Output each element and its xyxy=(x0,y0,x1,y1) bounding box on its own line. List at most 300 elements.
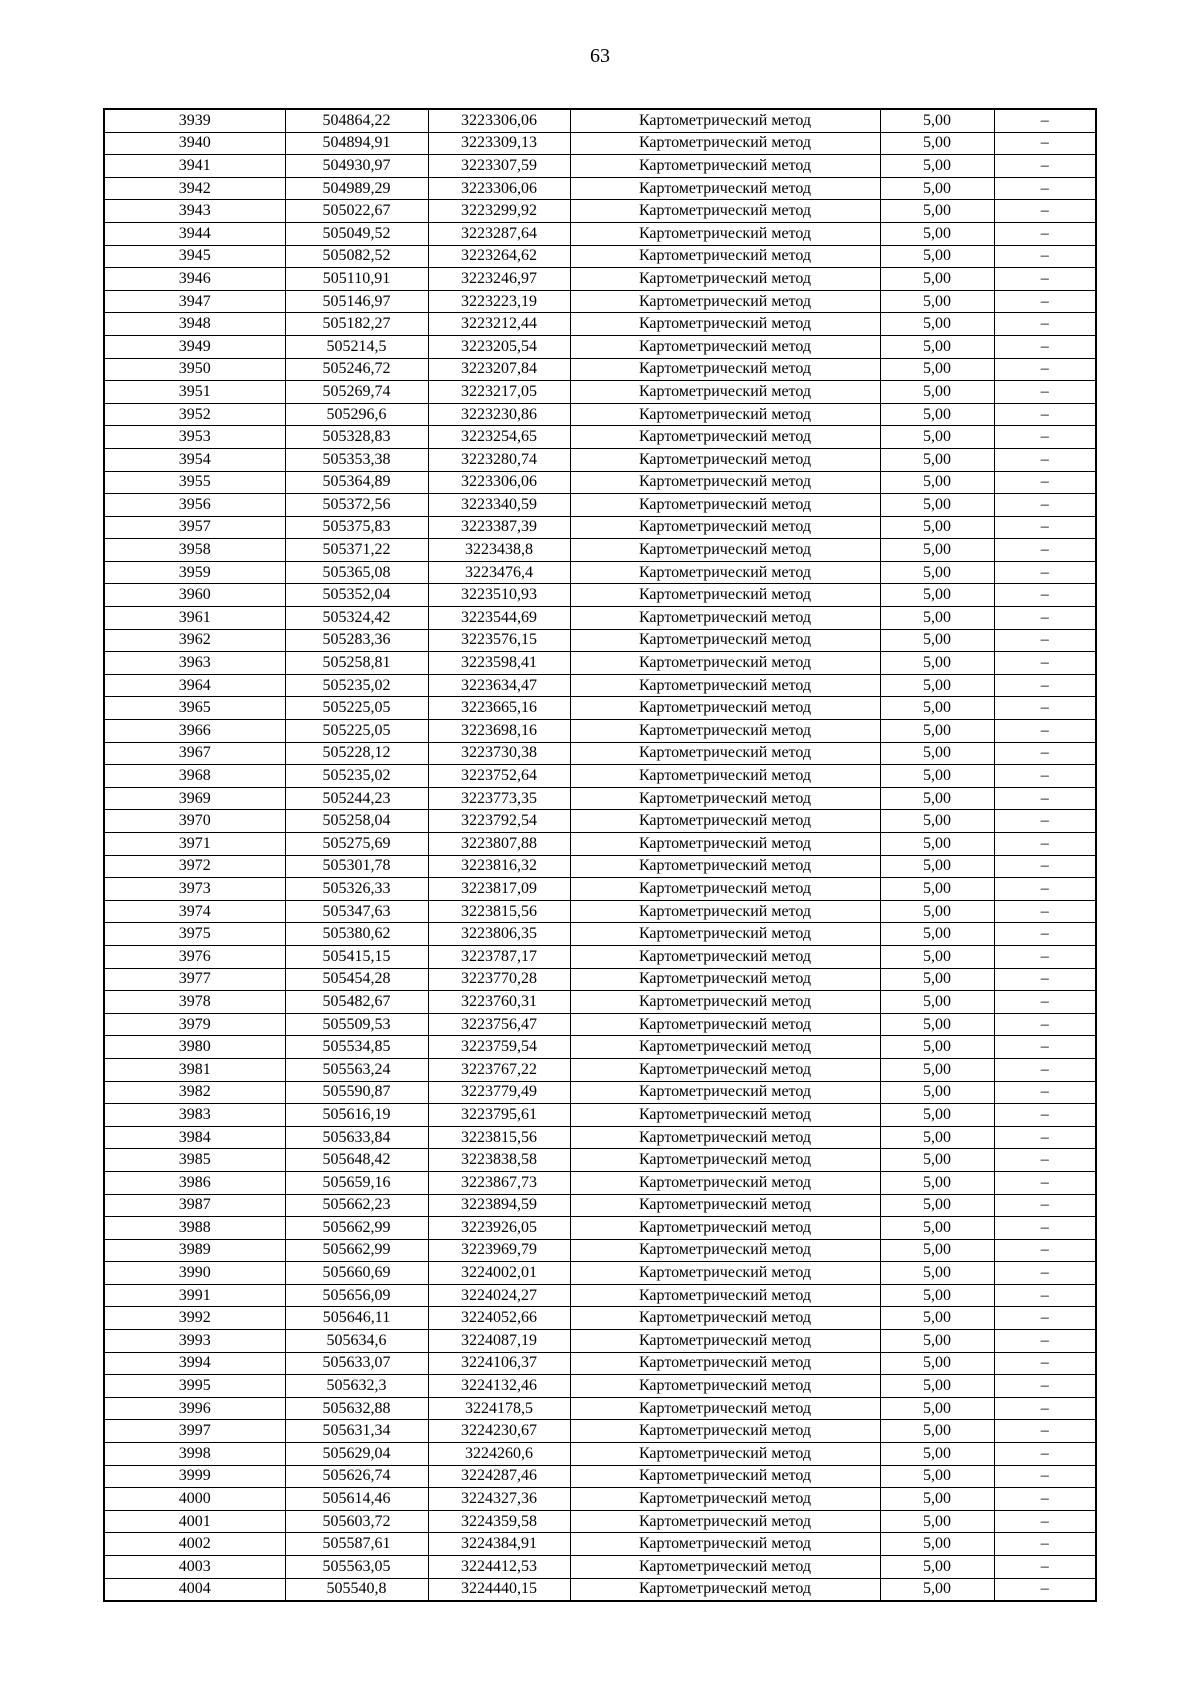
table-row xyxy=(104,1352,1096,1375)
point-number-cell: 3983 xyxy=(104,1104,285,1127)
y-coordinate-cell: 3223205,54 xyxy=(428,335,570,358)
description-cell: – xyxy=(994,1126,1096,1149)
accuracy-cell: 5,00 xyxy=(880,607,994,630)
point-number-cell: 3959 xyxy=(104,561,285,584)
description-cell: – xyxy=(994,855,1096,878)
accuracy-cell: 5,00 xyxy=(880,1262,994,1285)
method-cell: Картометрический метод xyxy=(570,516,880,539)
point-number-cell: 3969 xyxy=(104,787,285,810)
accuracy-cell: 5,00 xyxy=(880,697,994,720)
method-cell: Картометрический метод xyxy=(570,900,880,923)
accuracy-cell: 5,00 xyxy=(880,923,994,946)
y-coordinate-cell: 3223815,56 xyxy=(428,1126,570,1149)
description-cell: – xyxy=(994,471,1096,494)
point-number-cell: 3993 xyxy=(104,1330,285,1353)
description-cell: – xyxy=(994,674,1096,697)
y-coordinate-cell: 3223212,44 xyxy=(428,313,570,336)
accuracy-cell: 5,00 xyxy=(880,155,994,178)
x-coordinate-cell: 505365,08 xyxy=(285,561,428,584)
x-coordinate-cell: 505326,33 xyxy=(285,878,428,901)
table-row xyxy=(104,403,1096,426)
x-coordinate-cell: 505656,09 xyxy=(285,1284,428,1307)
method-cell: Картометрический метод xyxy=(570,1352,880,1375)
description-cell: – xyxy=(994,1058,1096,1081)
accuracy-cell: 5,00 xyxy=(880,109,994,132)
y-coordinate-cell: 3223806,35 xyxy=(428,923,570,946)
table-row xyxy=(104,1217,1096,1240)
accuracy-cell: 5,00 xyxy=(880,1036,994,1059)
x-coordinate-cell: 505283,36 xyxy=(285,629,428,652)
y-coordinate-cell: 3223309,13 xyxy=(428,132,570,155)
accuracy-cell: 5,00 xyxy=(880,1488,994,1511)
y-coordinate-cell: 3224412,53 xyxy=(428,1556,570,1579)
accuracy-cell: 5,00 xyxy=(880,945,994,968)
table-row xyxy=(104,787,1096,810)
point-number-cell: 3998 xyxy=(104,1443,285,1466)
x-coordinate-cell: 504989,29 xyxy=(285,177,428,200)
x-coordinate-cell: 505246,72 xyxy=(285,358,428,381)
x-coordinate-cell: 505587,61 xyxy=(285,1533,428,1556)
x-coordinate-cell: 505626,74 xyxy=(285,1465,428,1488)
description-cell: – xyxy=(994,607,1096,630)
table-row xyxy=(104,1171,1096,1194)
accuracy-cell: 5,00 xyxy=(880,1397,994,1420)
table-row xyxy=(104,132,1096,155)
table-row xyxy=(104,629,1096,652)
accuracy-cell: 5,00 xyxy=(880,222,994,245)
description-cell: – xyxy=(994,1443,1096,1466)
method-cell: Картометрический метод xyxy=(570,1397,880,1420)
x-coordinate-cell: 505634,6 xyxy=(285,1330,428,1353)
description-cell: – xyxy=(994,1149,1096,1172)
description-cell: – xyxy=(994,900,1096,923)
y-coordinate-cell: 3223770,28 xyxy=(428,968,570,991)
method-cell: Картометрический метод xyxy=(570,1578,880,1601)
x-coordinate-cell: 505347,63 xyxy=(285,900,428,923)
method-cell: Картометрический метод xyxy=(570,855,880,878)
table-row xyxy=(104,652,1096,675)
accuracy-cell: 5,00 xyxy=(880,381,994,404)
accuracy-cell: 5,00 xyxy=(880,1149,994,1172)
x-coordinate-cell: 505372,56 xyxy=(285,494,428,517)
accuracy-cell: 5,00 xyxy=(880,1126,994,1149)
accuracy-cell: 5,00 xyxy=(880,652,994,675)
accuracy-cell: 5,00 xyxy=(880,629,994,652)
point-number-cell: 3974 xyxy=(104,900,285,923)
x-coordinate-cell: 505662,99 xyxy=(285,1217,428,1240)
description-cell: – xyxy=(994,787,1096,810)
y-coordinate-cell: 3224052,66 xyxy=(428,1307,570,1330)
method-cell: Картометрический метод xyxy=(570,945,880,968)
point-number-cell: 3992 xyxy=(104,1307,285,1330)
y-coordinate-cell: 3223264,62 xyxy=(428,245,570,268)
x-coordinate-cell: 505364,89 xyxy=(285,471,428,494)
method-cell: Картометрический метод xyxy=(570,810,880,833)
point-number-cell: 3982 xyxy=(104,1081,285,1104)
x-coordinate-cell: 505659,16 xyxy=(285,1171,428,1194)
table-row xyxy=(104,200,1096,223)
x-coordinate-cell: 505563,05 xyxy=(285,1556,428,1579)
table-row xyxy=(104,1149,1096,1172)
y-coordinate-cell: 3224178,5 xyxy=(428,1397,570,1420)
y-coordinate-cell: 3223838,58 xyxy=(428,1149,570,1172)
accuracy-cell: 5,00 xyxy=(880,1284,994,1307)
coordinates-table-body xyxy=(104,109,1096,1601)
y-coordinate-cell: 3223476,4 xyxy=(428,561,570,584)
accuracy-cell: 5,00 xyxy=(880,1375,994,1398)
accuracy-cell: 5,00 xyxy=(880,1510,994,1533)
x-coordinate-cell: 505646,11 xyxy=(285,1307,428,1330)
table-row xyxy=(104,448,1096,471)
description-cell: – xyxy=(994,1488,1096,1511)
table-row xyxy=(104,155,1096,178)
method-cell: Картометрический метод xyxy=(570,313,880,336)
x-coordinate-cell: 505509,53 xyxy=(285,1013,428,1036)
point-number-cell: 3980 xyxy=(104,1036,285,1059)
accuracy-cell: 5,00 xyxy=(880,200,994,223)
y-coordinate-cell: 3223894,59 xyxy=(428,1194,570,1217)
method-cell: Картометрический метод xyxy=(570,155,880,178)
table-row xyxy=(104,833,1096,856)
x-coordinate-cell: 505235,02 xyxy=(285,765,428,788)
description-cell: – xyxy=(994,923,1096,946)
accuracy-cell: 5,00 xyxy=(880,584,994,607)
x-coordinate-cell: 505482,67 xyxy=(285,991,428,1014)
x-coordinate-cell: 505049,52 xyxy=(285,222,428,245)
description-cell: – xyxy=(994,1013,1096,1036)
point-number-cell: 3966 xyxy=(104,720,285,743)
x-coordinate-cell: 505633,84 xyxy=(285,1126,428,1149)
x-coordinate-cell: 505648,42 xyxy=(285,1149,428,1172)
point-number-cell: 3941 xyxy=(104,155,285,178)
method-cell: Картометрический метод xyxy=(570,1465,880,1488)
description-cell: – xyxy=(994,1171,1096,1194)
point-number-cell: 3991 xyxy=(104,1284,285,1307)
description-cell: – xyxy=(994,1262,1096,1285)
accuracy-cell: 5,00 xyxy=(880,268,994,291)
description-cell: – xyxy=(994,629,1096,652)
accuracy-cell: 5,00 xyxy=(880,471,994,494)
y-coordinate-cell: 3224002,01 xyxy=(428,1262,570,1285)
method-cell: Картометрический метод xyxy=(570,290,880,313)
table-row xyxy=(104,1556,1096,1579)
description-cell: – xyxy=(994,426,1096,449)
coordinates-table xyxy=(103,108,1097,1602)
description-cell: – xyxy=(994,155,1096,178)
accuracy-cell: 5,00 xyxy=(880,787,994,810)
accuracy-cell: 5,00 xyxy=(880,539,994,562)
table-row xyxy=(104,268,1096,291)
point-number-cell: 4000 xyxy=(104,1488,285,1511)
method-cell: Картометрический метод xyxy=(570,1533,880,1556)
accuracy-cell: 5,00 xyxy=(880,1194,994,1217)
table-row xyxy=(104,313,1096,336)
y-coordinate-cell: 3223926,05 xyxy=(428,1217,570,1240)
accuracy-cell: 5,00 xyxy=(880,1171,994,1194)
description-cell: – xyxy=(994,1533,1096,1556)
method-cell: Картометрический метод xyxy=(570,1239,880,1262)
x-coordinate-cell: 505214,5 xyxy=(285,335,428,358)
table-row xyxy=(104,720,1096,743)
method-cell: Картометрический метод xyxy=(570,584,880,607)
table-row xyxy=(104,878,1096,901)
method-cell: Картометрический метод xyxy=(570,991,880,1014)
y-coordinate-cell: 3223223,19 xyxy=(428,290,570,313)
accuracy-cell: 5,00 xyxy=(880,516,994,539)
y-coordinate-cell: 3223730,38 xyxy=(428,742,570,765)
description-cell: – xyxy=(994,810,1096,833)
description-cell: – xyxy=(994,200,1096,223)
table-row xyxy=(104,855,1096,878)
x-coordinate-cell: 505296,6 xyxy=(285,403,428,426)
method-cell: Картометрический метод xyxy=(570,381,880,404)
accuracy-cell: 5,00 xyxy=(880,561,994,584)
point-number-cell: 3950 xyxy=(104,358,285,381)
accuracy-cell: 5,00 xyxy=(880,448,994,471)
y-coordinate-cell: 3223576,15 xyxy=(428,629,570,652)
table-row xyxy=(104,1443,1096,1466)
point-number-cell: 3939 xyxy=(104,109,285,132)
accuracy-cell: 5,00 xyxy=(880,132,994,155)
y-coordinate-cell: 3223254,65 xyxy=(428,426,570,449)
point-number-cell: 3996 xyxy=(104,1397,285,1420)
x-coordinate-cell: 505110,91 xyxy=(285,268,428,291)
y-coordinate-cell: 3223795,61 xyxy=(428,1104,570,1127)
method-cell: Картометрический метод xyxy=(570,1488,880,1511)
table-row xyxy=(104,945,1096,968)
description-cell: – xyxy=(994,1307,1096,1330)
x-coordinate-cell: 505225,05 xyxy=(285,720,428,743)
method-cell: Картометрический метод xyxy=(570,1013,880,1036)
table-row xyxy=(104,765,1096,788)
description-cell: – xyxy=(994,381,1096,404)
point-number-cell: 3997 xyxy=(104,1420,285,1443)
description-cell: – xyxy=(994,1510,1096,1533)
method-cell: Картометрический метод xyxy=(570,132,880,155)
x-coordinate-cell: 505244,23 xyxy=(285,787,428,810)
method-cell: Картометрический метод xyxy=(570,697,880,720)
point-number-cell: 3962 xyxy=(104,629,285,652)
description-cell: – xyxy=(994,1239,1096,1262)
accuracy-cell: 5,00 xyxy=(880,991,994,1014)
description-cell: – xyxy=(994,1036,1096,1059)
method-cell: Картометрический метод xyxy=(570,448,880,471)
y-coordinate-cell: 3223598,41 xyxy=(428,652,570,675)
method-cell: Картометрический метод xyxy=(570,1217,880,1240)
table-row xyxy=(104,1036,1096,1059)
x-coordinate-cell: 505082,52 xyxy=(285,245,428,268)
x-coordinate-cell: 505603,72 xyxy=(285,1510,428,1533)
method-cell: Картометрический метод xyxy=(570,177,880,200)
accuracy-cell: 5,00 xyxy=(880,1578,994,1601)
point-number-cell: 3968 xyxy=(104,765,285,788)
y-coordinate-cell: 3223306,06 xyxy=(428,109,570,132)
accuracy-cell: 5,00 xyxy=(880,1104,994,1127)
description-cell: – xyxy=(994,290,1096,313)
point-number-cell: 3963 xyxy=(104,652,285,675)
point-number-cell: 3986 xyxy=(104,1171,285,1194)
page-number: 63 xyxy=(590,45,610,67)
method-cell: Картометрический метод xyxy=(570,1194,880,1217)
table-row xyxy=(104,1420,1096,1443)
description-cell: – xyxy=(994,697,1096,720)
table-row xyxy=(104,1578,1096,1601)
accuracy-cell: 5,00 xyxy=(880,358,994,381)
y-coordinate-cell: 3223230,86 xyxy=(428,403,570,426)
y-coordinate-cell: 3224087,19 xyxy=(428,1330,570,1353)
description-cell: – xyxy=(994,1375,1096,1398)
y-coordinate-cell: 3224260,6 xyxy=(428,1443,570,1466)
point-number-cell: 3973 xyxy=(104,878,285,901)
accuracy-cell: 5,00 xyxy=(880,245,994,268)
method-cell: Картометрический метод xyxy=(570,652,880,675)
point-number-cell: 3953 xyxy=(104,426,285,449)
method-cell: Картометрический метод xyxy=(570,222,880,245)
accuracy-cell: 5,00 xyxy=(880,810,994,833)
method-cell: Картометрический метод xyxy=(570,1171,880,1194)
accuracy-cell: 5,00 xyxy=(880,720,994,743)
point-number-cell: 3981 xyxy=(104,1058,285,1081)
table-row xyxy=(104,1488,1096,1511)
description-cell: – xyxy=(994,448,1096,471)
x-coordinate-cell: 505182,27 xyxy=(285,313,428,336)
accuracy-cell: 5,00 xyxy=(880,1556,994,1579)
y-coordinate-cell: 3223287,64 xyxy=(428,222,570,245)
y-coordinate-cell: 3223760,31 xyxy=(428,991,570,1014)
y-coordinate-cell: 3223387,39 xyxy=(428,516,570,539)
y-coordinate-cell: 3223807,88 xyxy=(428,833,570,856)
y-coordinate-cell: 3223773,35 xyxy=(428,787,570,810)
method-cell: Картометрический метод xyxy=(570,833,880,856)
table-row xyxy=(104,222,1096,245)
accuracy-cell: 5,00 xyxy=(880,1307,994,1330)
description-cell: – xyxy=(994,539,1096,562)
description-cell: – xyxy=(994,878,1096,901)
x-coordinate-cell: 505632,88 xyxy=(285,1397,428,1420)
x-coordinate-cell: 505380,62 xyxy=(285,923,428,946)
method-cell: Картометрический метод xyxy=(570,742,880,765)
accuracy-cell: 5,00 xyxy=(880,1465,994,1488)
y-coordinate-cell: 3224440,15 xyxy=(428,1578,570,1601)
description-cell: – xyxy=(994,1217,1096,1240)
point-number-cell: 4003 xyxy=(104,1556,285,1579)
x-coordinate-cell: 505616,19 xyxy=(285,1104,428,1127)
method-cell: Картометрический метод xyxy=(570,1262,880,1285)
method-cell: Картометрический метод xyxy=(570,1284,880,1307)
table-row xyxy=(104,290,1096,313)
table-row xyxy=(104,1013,1096,1036)
x-coordinate-cell: 505022,67 xyxy=(285,200,428,223)
y-coordinate-cell: 3223340,59 xyxy=(428,494,570,517)
table-row xyxy=(104,1465,1096,1488)
point-number-cell: 3989 xyxy=(104,1239,285,1262)
y-coordinate-cell: 3223280,74 xyxy=(428,448,570,471)
y-coordinate-cell: 3223217,05 xyxy=(428,381,570,404)
y-coordinate-cell: 3224287,46 xyxy=(428,1465,570,1488)
table-row xyxy=(104,426,1096,449)
table-row xyxy=(104,1330,1096,1353)
point-number-cell: 3987 xyxy=(104,1194,285,1217)
method-cell: Картометрический метод xyxy=(570,1149,880,1172)
description-cell: – xyxy=(994,268,1096,291)
method-cell: Картометрический метод xyxy=(570,629,880,652)
method-cell: Картометрический метод xyxy=(570,878,880,901)
accuracy-cell: 5,00 xyxy=(880,878,994,901)
y-coordinate-cell: 3224106,37 xyxy=(428,1352,570,1375)
y-coordinate-cell: 3223299,92 xyxy=(428,200,570,223)
method-cell: Картометрический метод xyxy=(570,674,880,697)
x-coordinate-cell: 505534,85 xyxy=(285,1036,428,1059)
y-coordinate-cell: 3223792,54 xyxy=(428,810,570,833)
method-cell: Картометрический метод xyxy=(570,1036,880,1059)
y-coordinate-cell: 3223306,06 xyxy=(428,177,570,200)
y-coordinate-cell: 3223817,09 xyxy=(428,878,570,901)
point-number-cell: 3977 xyxy=(104,968,285,991)
description-cell: – xyxy=(994,1330,1096,1353)
description-cell: – xyxy=(994,1578,1096,1601)
accuracy-cell: 5,00 xyxy=(880,900,994,923)
point-number-cell: 3978 xyxy=(104,991,285,1014)
description-cell: – xyxy=(994,561,1096,584)
point-number-cell: 3949 xyxy=(104,335,285,358)
method-cell: Картометрический метод xyxy=(570,426,880,449)
x-coordinate-cell: 505269,74 xyxy=(285,381,428,404)
x-coordinate-cell: 505662,23 xyxy=(285,1194,428,1217)
description-cell: – xyxy=(994,132,1096,155)
table-row xyxy=(104,1126,1096,1149)
y-coordinate-cell: 3223544,69 xyxy=(428,607,570,630)
point-number-cell: 3976 xyxy=(104,945,285,968)
point-number-cell: 3944 xyxy=(104,222,285,245)
y-coordinate-cell: 3224384,91 xyxy=(428,1533,570,1556)
point-number-cell: 3943 xyxy=(104,200,285,223)
method-cell: Картометрический метод xyxy=(570,494,880,517)
description-cell: – xyxy=(994,403,1096,426)
description-cell: – xyxy=(994,584,1096,607)
x-coordinate-cell: 505275,69 xyxy=(285,833,428,856)
point-number-cell: 3985 xyxy=(104,1149,285,1172)
accuracy-cell: 5,00 xyxy=(880,1217,994,1240)
accuracy-cell: 5,00 xyxy=(880,1239,994,1262)
table-row xyxy=(104,991,1096,1014)
x-coordinate-cell: 505225,05 xyxy=(285,697,428,720)
y-coordinate-cell: 3224230,67 xyxy=(428,1420,570,1443)
table-row xyxy=(104,516,1096,539)
table-row xyxy=(104,494,1096,517)
x-coordinate-cell: 505540,8 xyxy=(285,1578,428,1601)
description-cell: – xyxy=(994,313,1096,336)
point-number-cell: 3951 xyxy=(104,381,285,404)
method-cell: Картометрический метод xyxy=(570,200,880,223)
accuracy-cell: 5,00 xyxy=(880,403,994,426)
x-coordinate-cell: 505352,04 xyxy=(285,584,428,607)
accuracy-cell: 5,00 xyxy=(880,674,994,697)
description-cell: – xyxy=(994,335,1096,358)
point-number-cell: 3975 xyxy=(104,923,285,946)
table-row xyxy=(104,1533,1096,1556)
table-row xyxy=(104,1058,1096,1081)
description-cell: – xyxy=(994,1104,1096,1127)
method-cell: Картометрический метод xyxy=(570,335,880,358)
description-cell: – xyxy=(994,1420,1096,1443)
x-coordinate-cell: 505146,97 xyxy=(285,290,428,313)
table-row xyxy=(104,1510,1096,1533)
description-cell: – xyxy=(994,945,1096,968)
accuracy-cell: 5,00 xyxy=(880,1013,994,1036)
y-coordinate-cell: 3224132,46 xyxy=(428,1375,570,1398)
y-coordinate-cell: 3223510,93 xyxy=(428,584,570,607)
method-cell: Картометрический метод xyxy=(570,471,880,494)
